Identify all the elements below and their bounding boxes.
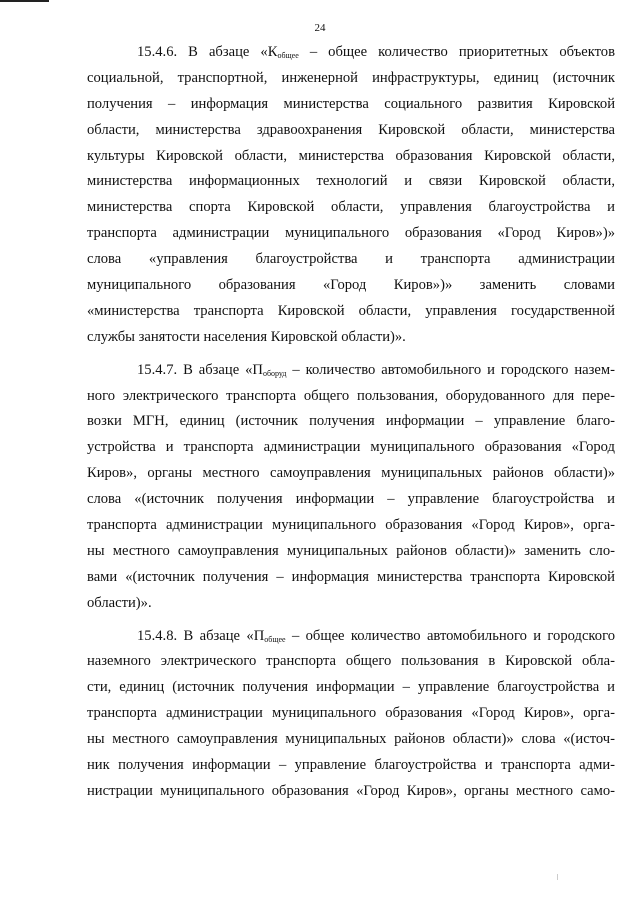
- text-line: [87, 92, 615, 118]
- text-line: [87, 539, 615, 565]
- line-text: 15.4.6. В абзаце «К: [137, 44, 278, 60]
- line-text: транспорта администрации муниципального образования «Город Киров»)»: [87, 225, 615, 242]
- text-line: [87, 727, 615, 753]
- text-line: [87, 247, 615, 273]
- line-text: министерства информационных технологий и связи Кировской области,: [87, 173, 615, 190]
- scan-mark: [557, 874, 558, 880]
- text-line: [87, 435, 615, 461]
- line-text: устройства и транспорта администрации муниципального образования «Город: [87, 439, 615, 456]
- line-text: социальной, транспортной, инженерной инфраструктуры, единиц (источник: [87, 69, 615, 86]
- text-line: [87, 384, 615, 410]
- line-text: ны местного самоуправления муниципальных районов области)» заменить сло-: [87, 542, 615, 559]
- text-line: [87, 325, 615, 351]
- line-text: министерства спорта Кировской области, управления благоустройства и: [87, 199, 615, 216]
- text-line: [87, 409, 615, 435]
- text-line: [87, 195, 615, 221]
- line-text: получения – информация министерства социального развития Кировской: [87, 95, 615, 112]
- text-line: [87, 624, 615, 650]
- text-line: [87, 221, 615, 247]
- page-number: 24: [314, 22, 326, 34]
- line-text: сти, единиц (источник получения информации – управление благоустройства и: [87, 679, 615, 696]
- text-line: [87, 273, 615, 299]
- text-line: [87, 753, 615, 779]
- line-text: наземного электрического транспорта общего пользования в Кировской обла-: [87, 653, 615, 670]
- line-text: ник получения информации – управление благоустройства и транспорта адми-: [87, 757, 615, 774]
- line-text: «министерства транспорта Кировской области, управления государственной: [87, 302, 615, 319]
- line-text: ного электрического транспорта общего пользования, оборудованного для пере-: [87, 387, 615, 404]
- paragraph-15-4-8: [87, 624, 615, 805]
- text-line: [87, 591, 615, 617]
- line-text: транспорта администрации муниципального образования «Город Киров», орга-: [87, 517, 615, 534]
- paragraph-15-4-6: [87, 40, 615, 351]
- line-text: культуры Кировской области, министерства образования Кировской области,: [87, 147, 615, 164]
- text-line: [87, 40, 615, 66]
- text-line: [87, 169, 615, 195]
- text-line: [87, 701, 615, 727]
- subscript: общее: [264, 634, 286, 644]
- text-line: [87, 675, 615, 701]
- paragraph-15-4-7: [87, 358, 615, 617]
- line-text: службы занятости населения Кировской области)».: [87, 328, 406, 345]
- text-line: [87, 358, 615, 384]
- line-text: Киров», органы местного самоуправления муниципальных районов области)»: [87, 465, 615, 482]
- text-line: [87, 144, 615, 170]
- line-text: 15.4.7. В абзаце «П: [137, 361, 263, 378]
- text-line: [87, 66, 615, 92]
- subscript: оборуд: [262, 368, 287, 378]
- line-text: 15.4.8. В абзаце «П: [137, 627, 265, 644]
- line-text: слова «(источник получения информации – управление благоустройства и: [87, 491, 615, 508]
- text-line: [87, 779, 615, 805]
- text-line: [87, 487, 615, 513]
- subscript: общее: [277, 51, 299, 60]
- text-line: [87, 513, 615, 539]
- text-line: [87, 118, 615, 144]
- document-body: [87, 40, 615, 805]
- line-text: области, министерства здравоохранения Кировской области, министерства: [87, 121, 615, 138]
- line-text: вами «(источник получения – информация министерства транспорта Кировской: [87, 568, 615, 585]
- line-text: транспорта администрации муниципального образования «Город Киров», орга-: [87, 705, 615, 722]
- text-line: [87, 461, 615, 487]
- text-line: [87, 565, 615, 591]
- line-text: муниципального образования «Город Киров»)» заменить словами: [87, 277, 615, 294]
- text-line: [87, 649, 615, 675]
- line-text: слова «управления благоустройства и транспорта администрации: [87, 251, 615, 268]
- line-text: ны местного самоуправления муниципальных районов области)» слова «(источ-: [87, 731, 615, 748]
- line-text: – общее количество приоритетных объектов: [298, 44, 615, 60]
- line-text: – общее количество автомобильного и городского: [285, 627, 615, 644]
- text-line: [87, 299, 615, 325]
- top-rule: [0, 0, 49, 2]
- line-text: нистрации муниципального образования «Город Киров», органы местного само-: [87, 782, 615, 799]
- line-text: области)».: [87, 594, 152, 611]
- line-text: возки МГН, единиц (источник получения информации – управление благо-: [87, 413, 615, 430]
- line-text: – количество автомобильного и городского назем-: [286, 361, 615, 378]
